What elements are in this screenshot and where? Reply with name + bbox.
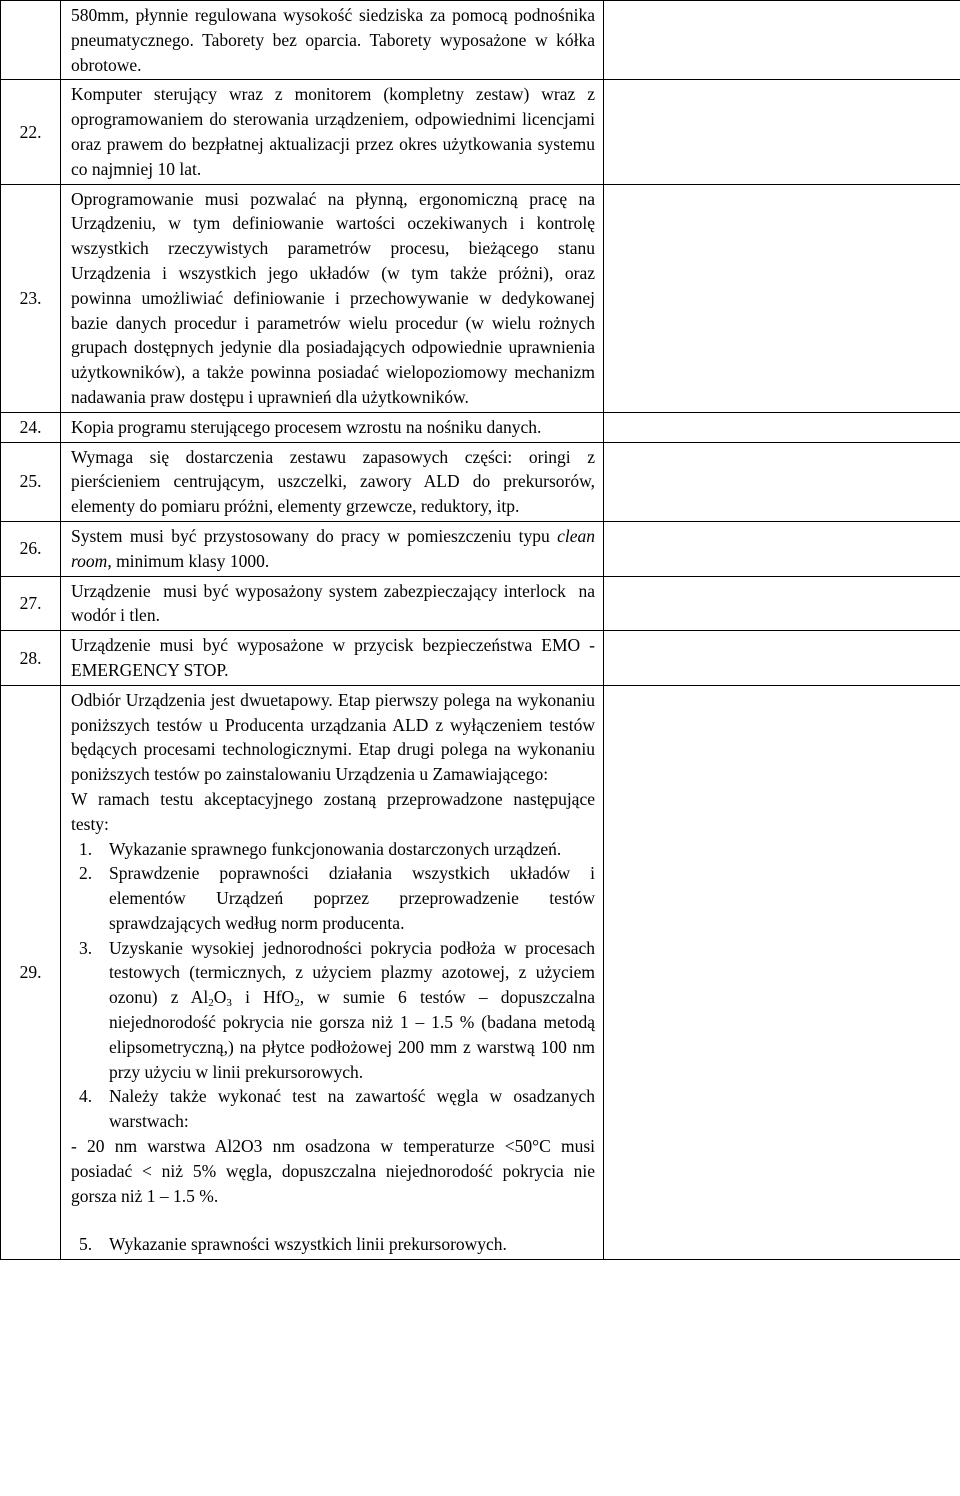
list-item xyxy=(71,1232,595,1257)
empty-cell xyxy=(604,685,960,1260)
description-text: Kopia programu sterującego procesem wzrostu na nośniku danych. xyxy=(71,416,542,437)
row-number: 25. xyxy=(1,442,61,521)
row-number: 23. xyxy=(1,184,61,412)
list-item-text: Wykazanie sprawności wszystkich linii prekursorowych. xyxy=(109,1234,507,1255)
table-row xyxy=(1,442,960,521)
text-segment: , minimum klasy 1000. xyxy=(107,550,270,571)
italic-term: clean room xyxy=(71,525,595,571)
list-marker: 4. xyxy=(79,1086,93,1107)
row-number xyxy=(1,1,61,80)
description-text: 580mm, płynnie regulowana wysokość siedziska za pomocą podnośnika pneumatycznego. Taborety bez oparcia. Taborety wyposażone w kółka obrotowe. xyxy=(71,5,595,75)
table-row xyxy=(1,80,960,184)
list-item xyxy=(71,1084,595,1134)
list-marker: 1. xyxy=(79,838,93,859)
row-description xyxy=(61,184,604,412)
list-item xyxy=(71,861,595,935)
empty-cell xyxy=(604,576,960,631)
row-description xyxy=(61,685,604,1260)
row-description xyxy=(61,1,604,80)
description-text: Wymaga się dostarczenia zestawu zapasowych części: oringi z pierścieniem centrującym, uszczelki, zawory ALD do prekursorów, elementy do pomiaru próżni, elementy grzewcze, reduktory, itp. xyxy=(71,446,595,517)
row-description xyxy=(61,631,604,686)
row-description xyxy=(61,521,604,576)
list-marker: 2. xyxy=(79,863,93,884)
empty-cell xyxy=(604,631,960,686)
empty-cell xyxy=(604,184,960,412)
list-item-text xyxy=(109,938,595,1082)
table-row xyxy=(1,576,960,631)
row-description xyxy=(61,412,604,442)
row-number: 26. xyxy=(1,521,61,576)
test-list xyxy=(71,837,595,1135)
table-row xyxy=(1,184,960,412)
list-item-text: Sprawdzenie poprawności działania wszystkich układów i elementów Urządzeń poprzez przeprowadzenie testów sprawdzających według norm producenta. xyxy=(109,863,595,933)
table-row xyxy=(1,685,960,1260)
empty-cell xyxy=(604,442,960,521)
row-description xyxy=(61,576,604,631)
table-row xyxy=(1,631,960,686)
list-item-text: Należy także wykonać test na zawartość węgla w osadzanych warstwach: xyxy=(109,1086,595,1132)
row-number: 22. xyxy=(1,80,61,184)
acceptance-intro: Odbiór Urządzenia jest dwuetapowy. Etap pierwszy polega na wykonaniu poniższych testów u Producenta urządzania ALD z wyłączeniem testów będących procesami technologicznymi. Etap drugi polega na wykonaniu poniższych testów po zainstalowaniu Urządzenia u Zamawiającego: xyxy=(71,689,595,785)
table-row xyxy=(1,412,960,442)
table-row xyxy=(1,521,960,576)
text-segment: O xyxy=(213,987,227,1008)
list-marker: 5. xyxy=(79,1234,93,1255)
text-segment: Uzyskanie wysokiej jednorodności pokrycia podłoża w procesach testowych (termicznych, z użyciem plazmy azotowej, z użyciem ozonu) z Al xyxy=(109,937,595,1008)
empty-cell xyxy=(604,521,960,576)
subscript: 2 xyxy=(294,997,300,1010)
description-text: Komputer sterujący wraz z monitorem (kompletny zestaw) wraz z oprogramowaniem do sterowania urządzeniem, odpowiednimi licencjami oraz prawem do bezpłatnej aktualizacji przez okres użytkowania systemu co najmniej 10 lat. xyxy=(71,84,595,179)
empty-cell xyxy=(604,1,960,80)
subscript: 3 xyxy=(226,997,232,1010)
text-segment: i HfO xyxy=(231,987,295,1008)
row-number: 27. xyxy=(1,576,61,631)
table-row xyxy=(1,1,960,80)
acceptance-intro-2: W ramach testu akceptacyjnego zostaną przeprowadzone następujące testy: xyxy=(71,788,595,834)
text-segment: , w sumie 6 testów – dopuszczalna niejednorodość pokrycia nie gorsza niż 1 – 1.5 % (badana metodą elipsometryczną,) na płytce podłożowej 200 mm z warstwą 100 nm przy użyciu w linii prekursorowych. xyxy=(109,987,595,1082)
empty-cell xyxy=(604,80,960,184)
list-item xyxy=(71,936,595,1085)
row-number: 29. xyxy=(1,685,61,1260)
spacer xyxy=(71,1208,595,1232)
text-segment: System musi być przystosowany do pracy w pomieszczeniu typu xyxy=(71,525,558,546)
description-text xyxy=(71,524,595,574)
empty-cell xyxy=(604,412,960,442)
row-number: 24. xyxy=(1,412,61,442)
test-list-continued xyxy=(71,1232,595,1257)
list-marker: 3. xyxy=(79,937,93,958)
list-item-text: Wykazanie sprawnego funkcjonowania dostarczonych urządzeń. xyxy=(109,838,562,859)
description-text: Urządzenie musi być wyposażone w przycisk bezpieczeństwa EMO - EMERGENCY STOP. xyxy=(71,635,595,680)
row-description xyxy=(61,80,604,184)
row-number: 28. xyxy=(1,631,61,686)
description-text: Urządzenie musi być wyposażony system zabezpieczający interlock na wodór i tlen. xyxy=(71,580,600,626)
list-item xyxy=(71,837,595,862)
row-description xyxy=(61,442,604,521)
carbon-test-detail: - 20 nm warstwa Al2O3 nm osadzona w temperaturze <50°C musi posiadać < niż 5% węgla, dopuszczalna niejednorodość pokrycia nie gorsza niż 1 – 1.5 %. xyxy=(71,1136,595,1206)
description-text: Oprogramowanie musi pozwalać na płynną, ergonomiczną pracę na Urządzeniu, w tym definiowanie wartości oczekiwanych i kontrolę wszystkich rzeczywistych parametrów procesu, bieżącego stanu Urządzenia i wszystkich jego układów (w tym także próżni), oraz powinna umożliwiać definiowanie i przechowywanie w dedykowanej bazie danych procedur i parametrów wielu procedur (w wielu rożnych grupach dostępnych jedynie dla posiadających odpowiednie uprawnienia użytkowników), a także powinna posiadać wielopoziomowy mechanizm nadawania praw dostępu i uprawnień dla użytkowników. xyxy=(71,188,595,407)
subscript: 2 xyxy=(208,997,214,1010)
